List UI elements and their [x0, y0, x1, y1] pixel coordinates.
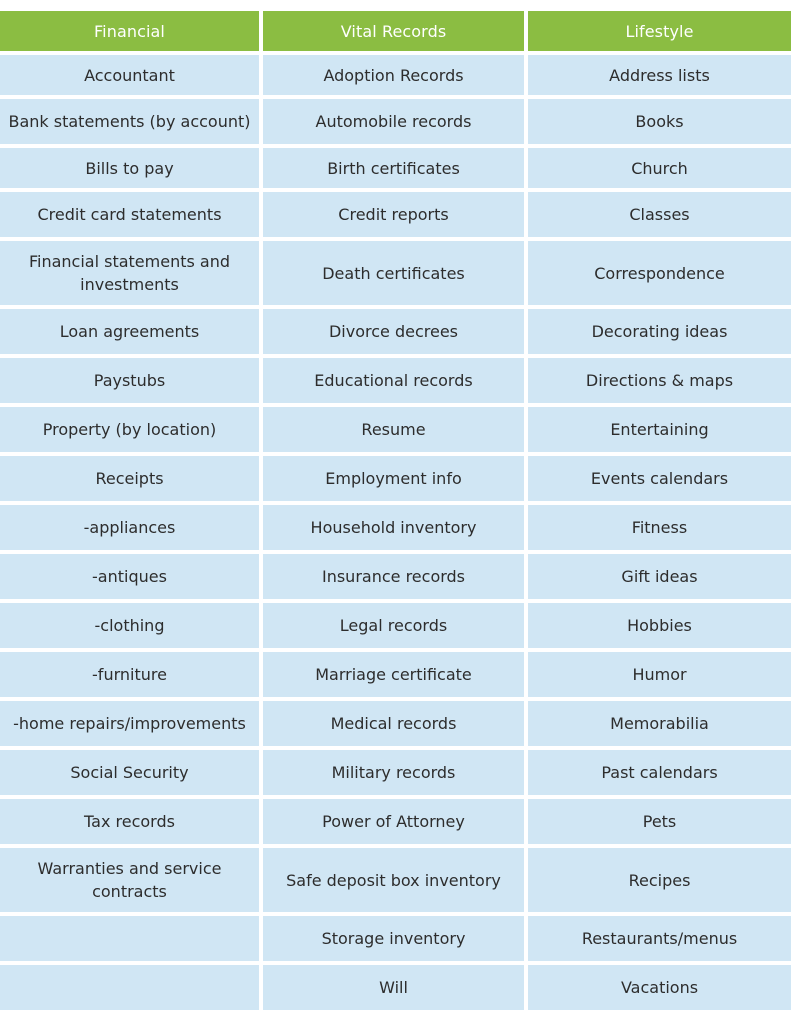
cell-financial: -antiques: [0, 554, 263, 603]
cell-vital-records: Marriage certificate: [263, 652, 528, 701]
cell-financial: -furniture: [0, 652, 263, 701]
cell-lifestyle: Church: [528, 148, 791, 192]
cell-financial: Bank statements (by account): [0, 99, 263, 148]
cell-financial: Accountant: [0, 55, 263, 99]
cell-lifestyle: Pets: [528, 799, 791, 848]
cell-vital-records: Adoption Records: [263, 55, 528, 99]
cell-lifestyle: Address lists: [528, 55, 791, 99]
cell-vital-records: Credit reports: [263, 192, 528, 241]
table-row: [0, 652, 791, 701]
cell-lifestyle: Correspondence: [528, 241, 791, 309]
cell-lifestyle: Classes: [528, 192, 791, 241]
table-row: [0, 407, 791, 456]
cell-lifestyle: Memorabilia: [528, 701, 791, 750]
header-lifestyle: Lifestyle: [528, 11, 791, 55]
cell-financial: Financial statements and investments: [0, 241, 263, 309]
cell-financial: Receipts: [0, 456, 263, 505]
cell-lifestyle: Gift ideas: [528, 554, 791, 603]
cell-vital-records: Legal records: [263, 603, 528, 652]
cell-vital-records: Medical records: [263, 701, 528, 750]
cell-lifestyle: Entertaining: [528, 407, 791, 456]
cell-vital-records: Employment info: [263, 456, 528, 505]
cell-financial: Property (by location): [0, 407, 263, 456]
cell-financial: Tax records: [0, 799, 263, 848]
header-vital-records: Vital Records: [263, 11, 528, 55]
table-row: [0, 505, 791, 554]
cell-lifestyle: Hobbies: [528, 603, 791, 652]
records-table: [0, 11, 791, 1014]
header-row: [0, 11, 791, 55]
cell-financial: Social Security: [0, 750, 263, 799]
cell-financial: Loan agreements: [0, 309, 263, 358]
cell-financial: Paystubs: [0, 358, 263, 407]
cell-vital-records: Storage inventory: [263, 916, 528, 965]
table-row: [0, 456, 791, 505]
cell-financial: -home repairs/improvements: [0, 701, 263, 750]
header-financial: Financial: [0, 11, 263, 55]
cell-financial: [0, 916, 263, 965]
cell-financial: -clothing: [0, 603, 263, 652]
cell-lifestyle: Humor: [528, 652, 791, 701]
cell-lifestyle: Directions & maps: [528, 358, 791, 407]
cell-vital-records: Resume: [263, 407, 528, 456]
cell-vital-records: Will: [263, 965, 528, 1014]
cell-vital-records: Household inventory: [263, 505, 528, 554]
cell-lifestyle: Restaurants/menus: [528, 916, 791, 965]
cell-financial: [0, 965, 263, 1014]
table-row: [0, 916, 791, 965]
cell-vital-records: Death certificates: [263, 241, 528, 309]
cell-lifestyle: Books: [528, 99, 791, 148]
table-row: [0, 848, 791, 916]
table-body: [0, 55, 791, 1014]
table-row: [0, 603, 791, 652]
cell-lifestyle: Decorating ideas: [528, 309, 791, 358]
table-row: [0, 99, 791, 148]
cell-vital-records: Divorce decrees: [263, 309, 528, 358]
cell-financial: Bills to pay: [0, 148, 263, 192]
records-table-container: [0, 11, 791, 1014]
cell-vital-records: Birth certificates: [263, 148, 528, 192]
cell-vital-records: Military records: [263, 750, 528, 799]
cell-vital-records: Automobile records: [263, 99, 528, 148]
cell-vital-records: Safe deposit box inventory: [263, 848, 528, 916]
cell-financial: Credit card statements: [0, 192, 263, 241]
cell-vital-records: Power of Attorney: [263, 799, 528, 848]
table-row: [0, 965, 791, 1014]
cell-lifestyle: Vacations: [528, 965, 791, 1014]
table-row: [0, 241, 791, 309]
table-row: [0, 55, 791, 99]
table-row: [0, 358, 791, 407]
table-row: [0, 701, 791, 750]
table-row: [0, 309, 791, 358]
table-row: [0, 750, 791, 799]
cell-vital-records: Educational records: [263, 358, 528, 407]
cell-lifestyle: Fitness: [528, 505, 791, 554]
table-row: [0, 192, 791, 241]
table-row: [0, 554, 791, 603]
cell-lifestyle: Past calendars: [528, 750, 791, 799]
cell-lifestyle: Events calendars: [528, 456, 791, 505]
table-row: [0, 148, 791, 192]
cell-lifestyle: Recipes: [528, 848, 791, 916]
cell-financial: -appliances: [0, 505, 263, 554]
cell-financial: Warranties and service contracts: [0, 848, 263, 916]
table-row: [0, 799, 791, 848]
cell-vital-records: Insurance records: [263, 554, 528, 603]
